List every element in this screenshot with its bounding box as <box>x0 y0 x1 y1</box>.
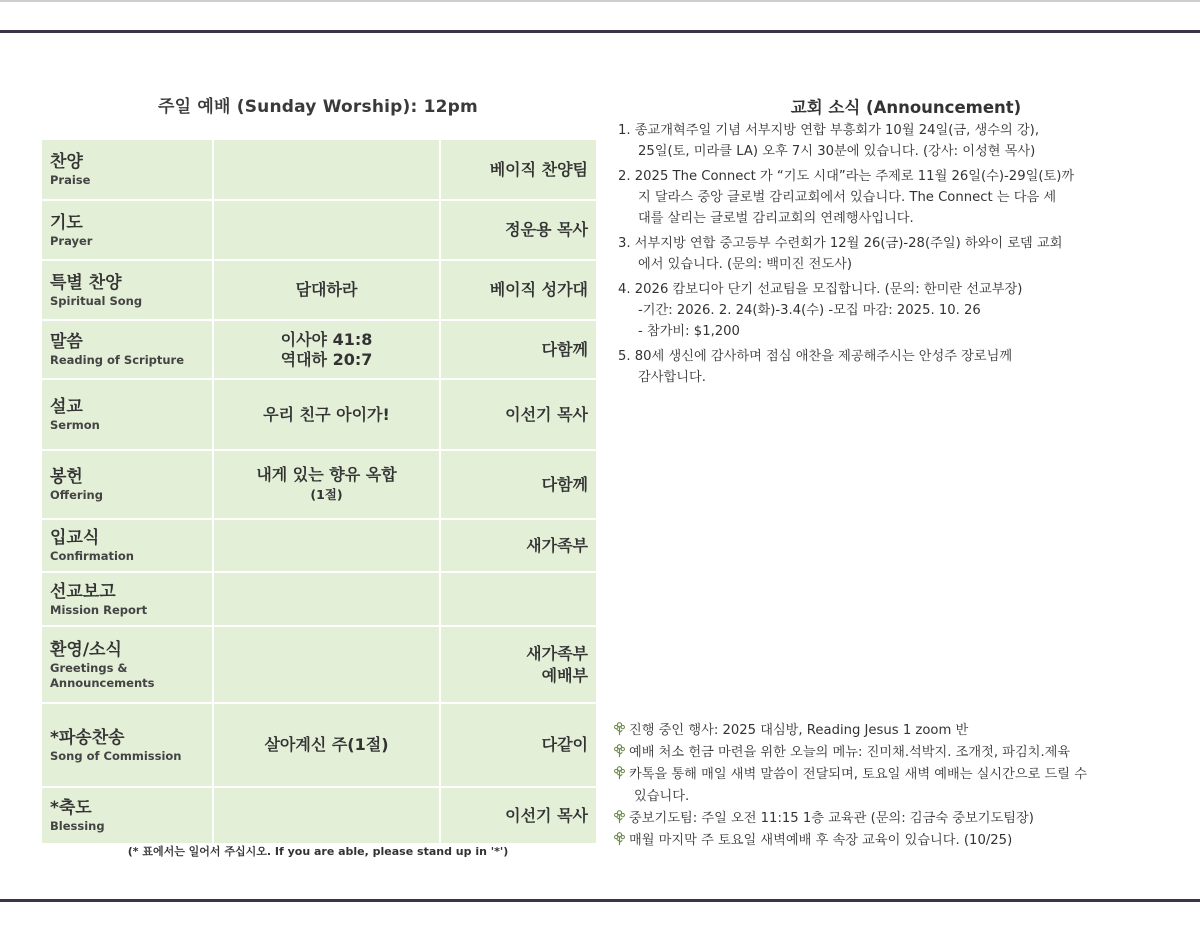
item-english: Offering <box>50 488 103 502</box>
item-english: Prayer <box>50 233 93 248</box>
item-english: Song of Commission <box>50 748 182 763</box>
item-label-cell <box>41 379 213 450</box>
item-label-cell <box>41 320 213 379</box>
item-detail-cell <box>213 139 440 200</box>
item-english: Sermon <box>50 418 100 432</box>
announcement-item <box>618 166 1183 229</box>
order-row <box>41 572 597 626</box>
news-line: 있습니다. <box>634 789 690 804</box>
news-text: 진행 중인 행사: 2025 대심방, Reading Jesus 1 zoom 반 <box>629 723 969 738</box>
news-text: 예배 처소 헌금 마련을 위한 오늘의 메뉴: 진미채.석박지. 조개젓, 파김치.제육 <box>629 745 1071 760</box>
item-label-cell <box>41 787 213 844</box>
news-line <box>612 720 1187 742</box>
item-detail-cell <box>213 572 440 626</box>
item-leader-cell <box>440 379 597 450</box>
item-title: 특별 찬양 <box>50 272 122 293</box>
item-leader-cell <box>440 626 597 703</box>
item-title: 봉헌 <box>50 467 83 487</box>
order-row <box>41 787 597 844</box>
item-leader: 이선기 목사 <box>505 805 588 825</box>
news-line <box>612 742 1187 764</box>
announcement-line: - 참가비: $1,200 <box>638 324 740 339</box>
item-title: 찬양 <box>50 152 83 172</box>
news-line <box>612 764 1187 786</box>
item-title: 기도 <box>50 212 83 233</box>
news-item <box>612 742 1187 764</box>
news-item <box>612 830 1187 852</box>
announcement-line: 감사합니다. <box>638 370 706 385</box>
item-title: *축도 <box>50 798 92 818</box>
order-row <box>41 260 597 320</box>
item-leader: 이선기 목사 <box>505 404 588 424</box>
news-item <box>612 720 1187 742</box>
item-leader: 다함께 <box>541 474 588 494</box>
item-label-cell <box>41 626 213 703</box>
item-title: 선교보고 <box>50 581 116 602</box>
announcement-line: 1. 종교개혁주일 기념 서부지방 연합 부흥회가 10월 24일(금, 생수의 강), <box>618 123 1040 138</box>
item-title: *파송찬송 <box>50 727 125 748</box>
item-detail-cell <box>213 787 440 844</box>
order-row <box>41 626 597 703</box>
item-detail-cell <box>213 703 440 787</box>
item-english: Blessing <box>50 819 105 833</box>
item-english: Spiritual Song <box>50 293 143 308</box>
item-detail: 내게 있는 향유 옥합 <box>256 464 397 484</box>
order-row <box>41 703 597 787</box>
item-label-cell <box>41 519 213 572</box>
item-leader-cell <box>440 572 597 626</box>
item-detail: 담대하라 <box>295 280 358 299</box>
order-row <box>41 200 597 260</box>
news-line <box>612 830 1187 852</box>
item-leader-cell <box>440 260 597 320</box>
item-label-cell <box>41 572 213 626</box>
item-leader: 정운용 목사 <box>505 220 588 239</box>
item-leader: 베이직 찬양팀 <box>489 159 588 179</box>
item-leader: 다함께 <box>541 339 588 359</box>
item-english: Announcements <box>50 675 155 690</box>
item-title: 환영/소식 <box>50 639 122 660</box>
worship-title: 주일 예배 (Sunday Worship): 12pm <box>158 97 478 117</box>
item-leader-cell <box>440 703 597 787</box>
announcement-line: 5. 80세 생신에 감사하며 점심 애찬을 제공해주시는 안성주 장로님께 <box>618 349 1013 364</box>
item-leader-cell <box>440 200 597 260</box>
flower-icon <box>612 809 627 824</box>
announcement-line: 4. 2026 캄보디아 단기 선교팀을 모집합니다. (문의: 한미란 선교부장) <box>618 282 1023 297</box>
item-leader: 예배부 <box>541 665 588 685</box>
announcement-title: 교회 소식 (Announcement) <box>790 98 1022 117</box>
order-row <box>41 320 597 379</box>
item-leader-cell <box>440 787 597 844</box>
item-detail-cell <box>213 260 440 320</box>
news-text: 카톡을 통해 매일 새벽 말씀이 전달되며, 토요일 새벽 예배는 실시간으로 드릴 수 <box>629 767 1087 782</box>
flower-icon <box>612 831 627 846</box>
news-item <box>612 764 1187 808</box>
announcement-line: 지 달라스 중앙 글로벌 감리교회에서 있습니다. The Connect 는 다음 세 <box>638 190 1057 205</box>
stand-note: (* 표에서는 일어서 주십시오. If you are able, please stand up in '*') <box>127 845 509 858</box>
flower-icon <box>612 765 627 780</box>
item-title: 입교식 <box>50 528 100 548</box>
news-text: 매월 마지막 주 토요일 새벽예배 후 속장 교육이 있습니다. (10/25) <box>629 833 1013 848</box>
item-english: Praise <box>50 173 91 187</box>
item-english: Mission Report <box>50 602 148 617</box>
item-detail: 살아계신 주(1절) <box>264 735 389 754</box>
item-english: Greetings & <box>50 660 128 675</box>
item-detail: 우리 친구 아이가! <box>263 404 390 424</box>
item-label-cell <box>41 450 213 519</box>
announcement-line: 대를 살리는 글로벌 감리교회의 연례행사입니다. <box>638 211 914 226</box>
item-label-cell <box>41 703 213 787</box>
item-leader: 새가족부 <box>526 643 588 663</box>
announcement-line: -기간: 2026. 2. 24(화)-3.4(수) -모집 마감: 2025. 10. 26 <box>638 303 981 318</box>
header-rule <box>0 30 1200 33</box>
order-row <box>41 379 597 450</box>
item-title: 말씀 <box>50 332 83 352</box>
item-detail: 이사야 41:8 <box>280 329 373 349</box>
item-leader-cell <box>440 320 597 379</box>
announcement-line: 2. 2025 The Connect 가 “기도 시대”라는 주제로 11월 26일(수)-29일(토)까 <box>618 169 1075 184</box>
announcement-line: 3. 서부지방 연합 중고등부 수련회가 12월 26(금)-28(주일) 하와이 로뎀 교회 <box>618 236 1063 251</box>
item-leader-cell <box>440 519 597 572</box>
top-edge <box>0 0 1200 2</box>
item-leader-cell <box>440 450 597 519</box>
announcement-item <box>618 233 1183 275</box>
announcement-item <box>618 279 1183 342</box>
item-leader: 다같이 <box>541 735 588 754</box>
item-label-cell <box>41 139 213 200</box>
news-list <box>612 720 1187 852</box>
news-text: 중보기도팀: 주일 오전 11:15 1층 교육관 (문의: 김금숙 중보기도팀장) <box>629 811 1034 826</box>
footer-rule <box>0 899 1200 902</box>
announcement-line: 25일(토, 미라클 LA) 오후 7시 30분에 있습니다. (강사: 이성현 목사) <box>638 144 1036 159</box>
flower-icon <box>612 743 627 758</box>
item-title: 설교 <box>50 397 83 417</box>
item-leader-cell <box>440 139 597 200</box>
item-detail-cell <box>213 519 440 572</box>
announcement-list <box>618 120 1183 392</box>
announcement-line: 에서 있습니다. (문의: 백미진 전도사) <box>638 257 853 272</box>
announcement-item <box>618 120 1183 162</box>
item-detail-cell <box>213 200 440 260</box>
item-detail: 역대하 20:7 <box>280 349 373 369</box>
flower-icon <box>612 721 627 736</box>
news-line <box>612 808 1187 830</box>
item-leader: 베이직 성가대 <box>489 280 588 299</box>
item-detail-cell <box>213 320 440 379</box>
item-leader: 새가족부 <box>526 535 588 555</box>
order-row <box>41 519 597 572</box>
order-row <box>41 450 597 519</box>
order-row <box>41 139 597 200</box>
item-detail-cell <box>213 626 440 703</box>
item-english: Reading of Scripture <box>50 353 185 367</box>
announcement-item <box>618 346 1183 388</box>
news-item <box>612 808 1187 830</box>
item-label-cell <box>41 200 213 260</box>
item-detail-sub: (1절) <box>310 486 343 502</box>
worship-order-table <box>40 138 598 845</box>
item-detail-cell <box>213 450 440 519</box>
item-english: Confirmation <box>50 549 134 563</box>
item-label-cell <box>41 260 213 320</box>
item-detail-cell <box>213 379 440 450</box>
